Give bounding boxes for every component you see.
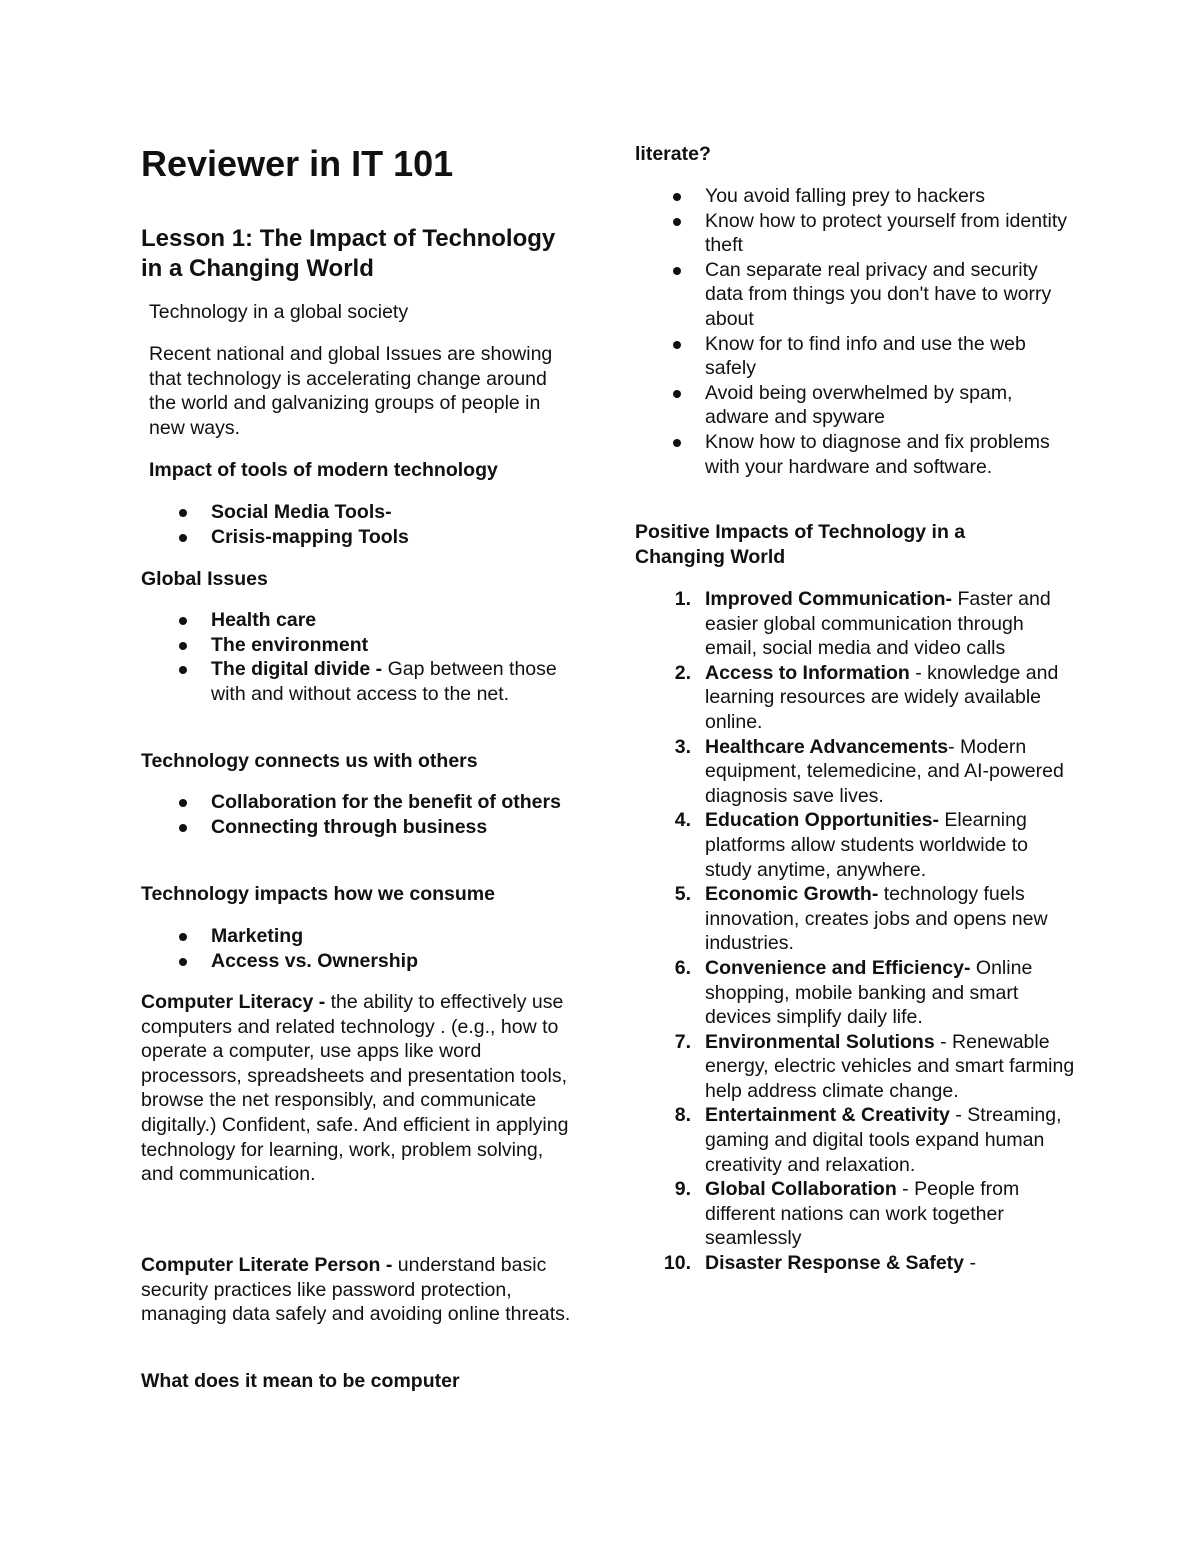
connects-heading: Technology connects us with others (141, 750, 478, 772)
computer-literacy-paragraph (141, 990, 571, 1187)
bullet-icon (179, 958, 187, 966)
list-item: 7. Environmental Solutions - Renewable energy, electric vehicles and smart farming help address climate change. (674, 1030, 1075, 1102)
positive-list (635, 587, 1075, 1276)
list-item: Connecting through business (141, 815, 571, 840)
question-heading-continued: literate? (635, 143, 711, 165)
impact-list (141, 500, 571, 549)
consume-heading: Technology impacts how we consume (141, 883, 495, 905)
term: Computer Literate Person - (141, 1254, 398, 1276)
list-item: 9. Global Collaboration - People from different nations can work together seamlessly (674, 1178, 1020, 1250)
definition: the ability to effectively use computers and related technology . (e.g., how to operate a computer, use apps like word processors, spreadsheets and presentation tools, browse the net responsibly, and communicate digitally.) Confident, safe. And efficient in applying technology for learning, work, problem solving, and communication. (141, 991, 569, 1186)
bullet-icon (673, 193, 681, 201)
list-item: The digital divide - Gap between those with and without access to the net. (141, 657, 571, 706)
bullet-icon (673, 390, 681, 398)
list-item: Can separate real privacy and security data from things you don't have to worry about (635, 258, 1075, 332)
impact-heading: Impact of tools of modern technology (149, 459, 498, 481)
bullet-icon (179, 617, 187, 625)
list-item: 5. Economic Growth- technology fuels innovation, creates jobs and opens new industries. (674, 883, 1048, 955)
list-item: Crisis-mapping Tools (141, 525, 571, 550)
list-item: The environment (141, 633, 571, 658)
connects-list (141, 790, 571, 839)
list-item: 2. Access to Information - knowledge and learning resources are widely available online. (674, 661, 1059, 733)
list-item: 10. Disaster Response & Safety - (663, 1252, 976, 1275)
bullet-icon (179, 509, 187, 517)
bullet-icon (673, 267, 681, 275)
term: Computer Literacy - (141, 991, 331, 1013)
lesson-title: Lesson 1: The Impact of Technology in a Changing World (141, 225, 556, 282)
positive-heading: Positive Impacts of Technology in a Changing World (635, 521, 966, 568)
bullet-icon (673, 439, 681, 447)
bullet-icon (179, 933, 187, 941)
global-heading: Global Issues (141, 568, 268, 590)
bullet-icon (179, 642, 187, 650)
literate-list (635, 184, 1075, 479)
subtitle: Technology in a global society (149, 301, 409, 323)
list-item: 3. Healthcare Advancements- Modern equipment, telemedicine, and AI-powered diagnosis save lives. (674, 735, 1064, 807)
bullet-icon (179, 799, 187, 807)
bullet-icon (179, 666, 187, 674)
global-list (141, 608, 571, 706)
bullet-icon (673, 218, 681, 226)
list-item: Marketing (141, 924, 571, 949)
list-item: Health care (141, 608, 571, 633)
list-item: Social Media Tools- (141, 500, 571, 525)
list-item: 1. Improved Communication- Faster and easier global communication through email, social media and video calls (674, 588, 1051, 660)
consume-list (141, 924, 571, 973)
bullet-icon (179, 824, 187, 832)
bullet-icon (179, 534, 187, 542)
list-item: You avoid falling prey to hackers (635, 184, 1075, 209)
list-item: 8. Entertainment & Creativity - Streaming, gaming and digital tools expand human creativity and relaxation. (674, 1104, 1062, 1176)
list-item: 6. Convenience and Efficiency- Online shopping, mobile banking and smart devices simplify daily life. (674, 956, 1033, 1029)
list-item: Avoid being overwhelmed by spam, adware and spyware (635, 381, 1075, 430)
definition: understand basic security practices like password protection, managing data safely and avoiding online threats. (141, 1254, 571, 1326)
list-item: Know how to protect yourself from identity theft (635, 209, 1075, 258)
bullet-icon (673, 341, 681, 349)
list-item: Collaboration for the benefit of others (141, 790, 571, 815)
list-item: Access vs. Ownership (141, 949, 571, 974)
document-title: Reviewer in IT 101 (141, 143, 454, 184)
intro-paragraph: Recent national and global Issues are showing that technology is accelerating change around the world and galvanizing groups of people in new ways. (149, 343, 553, 439)
list-item: 4. Education Opportunities- Elearning platforms allow students worldwide to study anytime, anywhere. (674, 809, 1028, 881)
list-item: Know how to diagnose and fix problems with your hardware and software. (635, 430, 1075, 479)
computer-literate-paragraph (141, 1253, 571, 1327)
list-item: Know for to find info and use the web safely (635, 332, 1075, 381)
question-heading: What does it mean to be computer (141, 1370, 460, 1392)
